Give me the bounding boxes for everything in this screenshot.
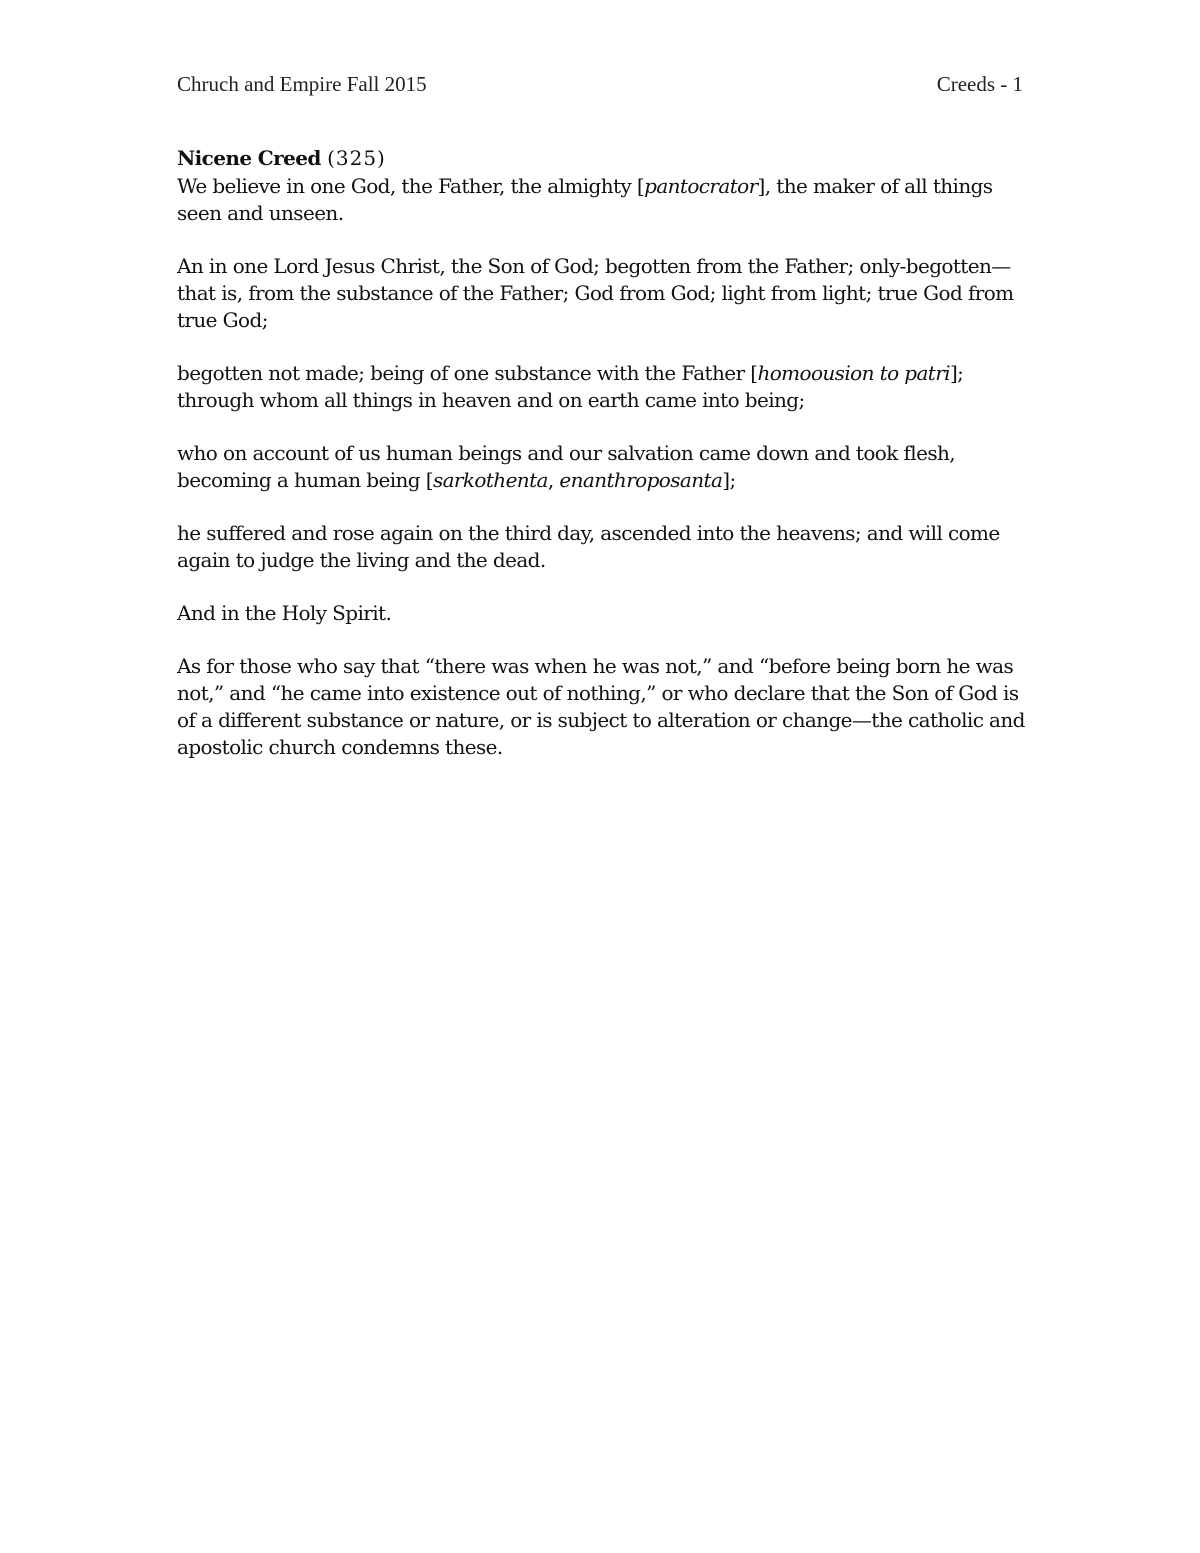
- creed-name: Nicene Creed: [177, 146, 321, 170]
- paragraph-father-text-a: We believe in one God, the Father, the almighty [: [177, 174, 645, 198]
- paragraph-father: [177, 173, 1037, 227]
- paragraph-incarnation-text-e: ];: [722, 468, 736, 492]
- paragraph-incarnation: [177, 440, 1037, 494]
- paragraph-holy-spirit: And in the Holy Spirit.: [177, 601, 392, 625]
- paragraph-begotten-text-a: begotten not made; being of one substance with the Father [: [177, 361, 758, 385]
- term-homoousion: homoousion to patri: [757, 361, 950, 385]
- paragraph-son: An in one Lord Jesus Christ, the Son of God; begotten from the Father; only-begotten—that is, from the substance of the Father; God from God; light from light; true God from true God;: [177, 254, 1014, 332]
- paragraph-anathema: As for those who say that “there was when he was not,” and “before being born he was not,” and “he came into existence out of nothing,” or who declare that the Son of God is of a different substance or nature, or is subject to alteration or change—the catholic and apostolic church condemns these.: [177, 654, 1025, 759]
- document-title: [177, 143, 1037, 173]
- paragraph-begotten-text-c: ]; through whom all things in heaven and on earth came into being;: [177, 361, 964, 412]
- paragraph-incarnation-text-a: who on account of us human beings and our salvation came down and took flesh, becoming a human being [: [177, 441, 956, 492]
- paragraph-father-text-c: ], the maker of all things seen and unseen.: [177, 174, 993, 225]
- term-sarkothenta: sarkothenta: [432, 468, 548, 492]
- term-enanthroposanta: enanthroposanta: [559, 468, 723, 492]
- term-pantocrator: pantocrator: [644, 174, 758, 198]
- creed-year: (325): [327, 146, 386, 170]
- document-body: [177, 143, 1037, 787]
- paragraph-begotten: [177, 360, 1037, 414]
- paragraph-incarnation-text-c: ,: [547, 468, 560, 492]
- header-course-title: Chruch and Empire Fall 2015: [177, 72, 427, 96]
- paragraph-resurrection: he suffered and rose again on the third day, ascended into the heavens; and will come again to judge the living and the dead.: [177, 521, 1000, 572]
- header-page-label: Creeds - 1: [936, 72, 1023, 96]
- running-header: [177, 72, 1023, 102]
